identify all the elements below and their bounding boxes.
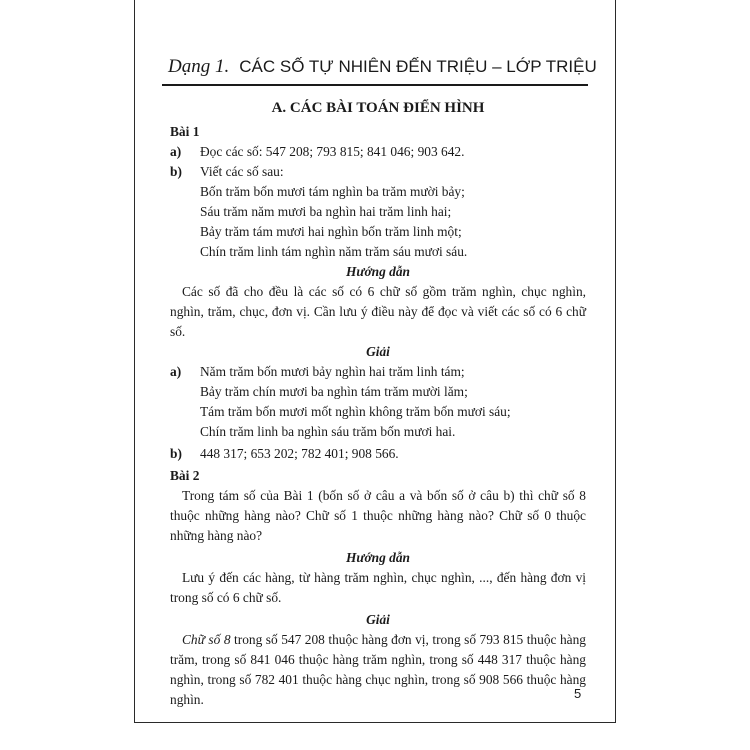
solution-2-lead: Chữ số 8 <box>182 632 231 647</box>
problem-1-solution-heading: Giải <box>366 344 390 359</box>
solution-a-line: Năm trăm bốn mươi bảy nghìn hai trăm linh tám; <box>200 364 465 379</box>
solution-a-label: a) <box>170 364 182 379</box>
part-b-label: b) <box>170 164 182 179</box>
part-b-line: Chín trăm linh tám nghìn năm trăm sáu mươi sáu. <box>200 244 468 259</box>
header-divider <box>162 84 588 86</box>
part-a-label: a) <box>170 144 182 159</box>
page-number: 5 <box>574 686 582 701</box>
chapter-header <box>168 56 597 86</box>
problem-1-guide-text: Các số đã cho đều là các số có 6 chữ số gồm trăm nghìn, chục nghìn, nghìn, trăm, chục, đơn vị. Cần lưu ý điều này để đọc và viết các số có 6 chữ số. <box>170 284 586 339</box>
problem-2-solution-text <box>170 630 586 710</box>
problem-2-guide-text: Lưu ý đến các hàng, từ hàng trăm nghìn, chục nghìn, ..., đến hàng đơn vị trong số có 6 chữ số. <box>170 570 586 605</box>
solution-1-part-a <box>170 362 586 382</box>
page-content <box>170 92 586 710</box>
problem-1-part-b <box>170 162 586 182</box>
problem-1-part-a <box>170 142 586 162</box>
solution-a-line: Chín trăm linh ba nghìn sáu trăm bốn mươi hai. <box>200 424 456 439</box>
part-b-line: Bốn trăm bốn mươi tám nghìn ba trăm mười bảy; <box>200 184 465 199</box>
chapter-title: CÁC SỐ TỰ NHIÊN ĐẾN TRIỆU – LỚP TRIỆU <box>239 57 597 76</box>
problem-2-question: Trong tám số của Bài 1 (bốn số ở câu a và bốn số ở câu b) thì chữ số 8 thuộc những hàng nào? Chữ số 1 thuộc những hàng nào? Chữ số 0 thuộc những hàng nào? <box>170 488 586 543</box>
problem-2-solution-heading: Giải <box>366 612 390 627</box>
problem-2-guide-heading: Hướng dẫn <box>346 550 410 565</box>
part-b-text: Viết các số sau: <box>200 164 284 179</box>
solution-b-label: b) <box>170 446 182 461</box>
problem-1-guide-heading: Hướng dẫn <box>346 264 410 279</box>
part-a-text: Đọc các số: 547 208; 793 815; 841 046; 903 642. <box>200 144 465 159</box>
chapter-prefix: Dạng 1. <box>168 56 230 77</box>
part-b-line: Bảy trăm tám mươi hai nghìn bốn trăm linh một; <box>200 224 462 239</box>
part-b-line: Sáu trăm năm mươi ba nghìn hai trăm linh hai; <box>200 204 452 219</box>
solution-b-text: 448 317; 653 202; 782 401; 908 566. <box>200 446 399 461</box>
section-title: A. CÁC BÀI TOÁN ĐIỂN HÌNH <box>271 100 485 116</box>
solution-a-line: Bảy trăm chín mươi ba nghìn tám trăm mười lăm; <box>200 384 468 399</box>
problem-1-title: Bài 1 <box>170 124 200 139</box>
solution-a-line: Tám trăm bốn mươi mốt nghìn không trăm bốn mươi sáu; <box>200 404 511 419</box>
solution-2-body: trong số 547 208 thuộc hàng đơn vị, trong số 793 815 thuộc hàng trăm, trong số 841 046 thuộc hàng trăm nghìn, trong số 448 317 thuộc hàng nghìn, trong số 782 401 thuộc hàng chục nghìn, trong số 908 566 thuộc hàng nghìn. <box>170 632 586 707</box>
solution-1-part-b <box>170 444 586 464</box>
problem-2-title: Bài 2 <box>170 468 200 483</box>
